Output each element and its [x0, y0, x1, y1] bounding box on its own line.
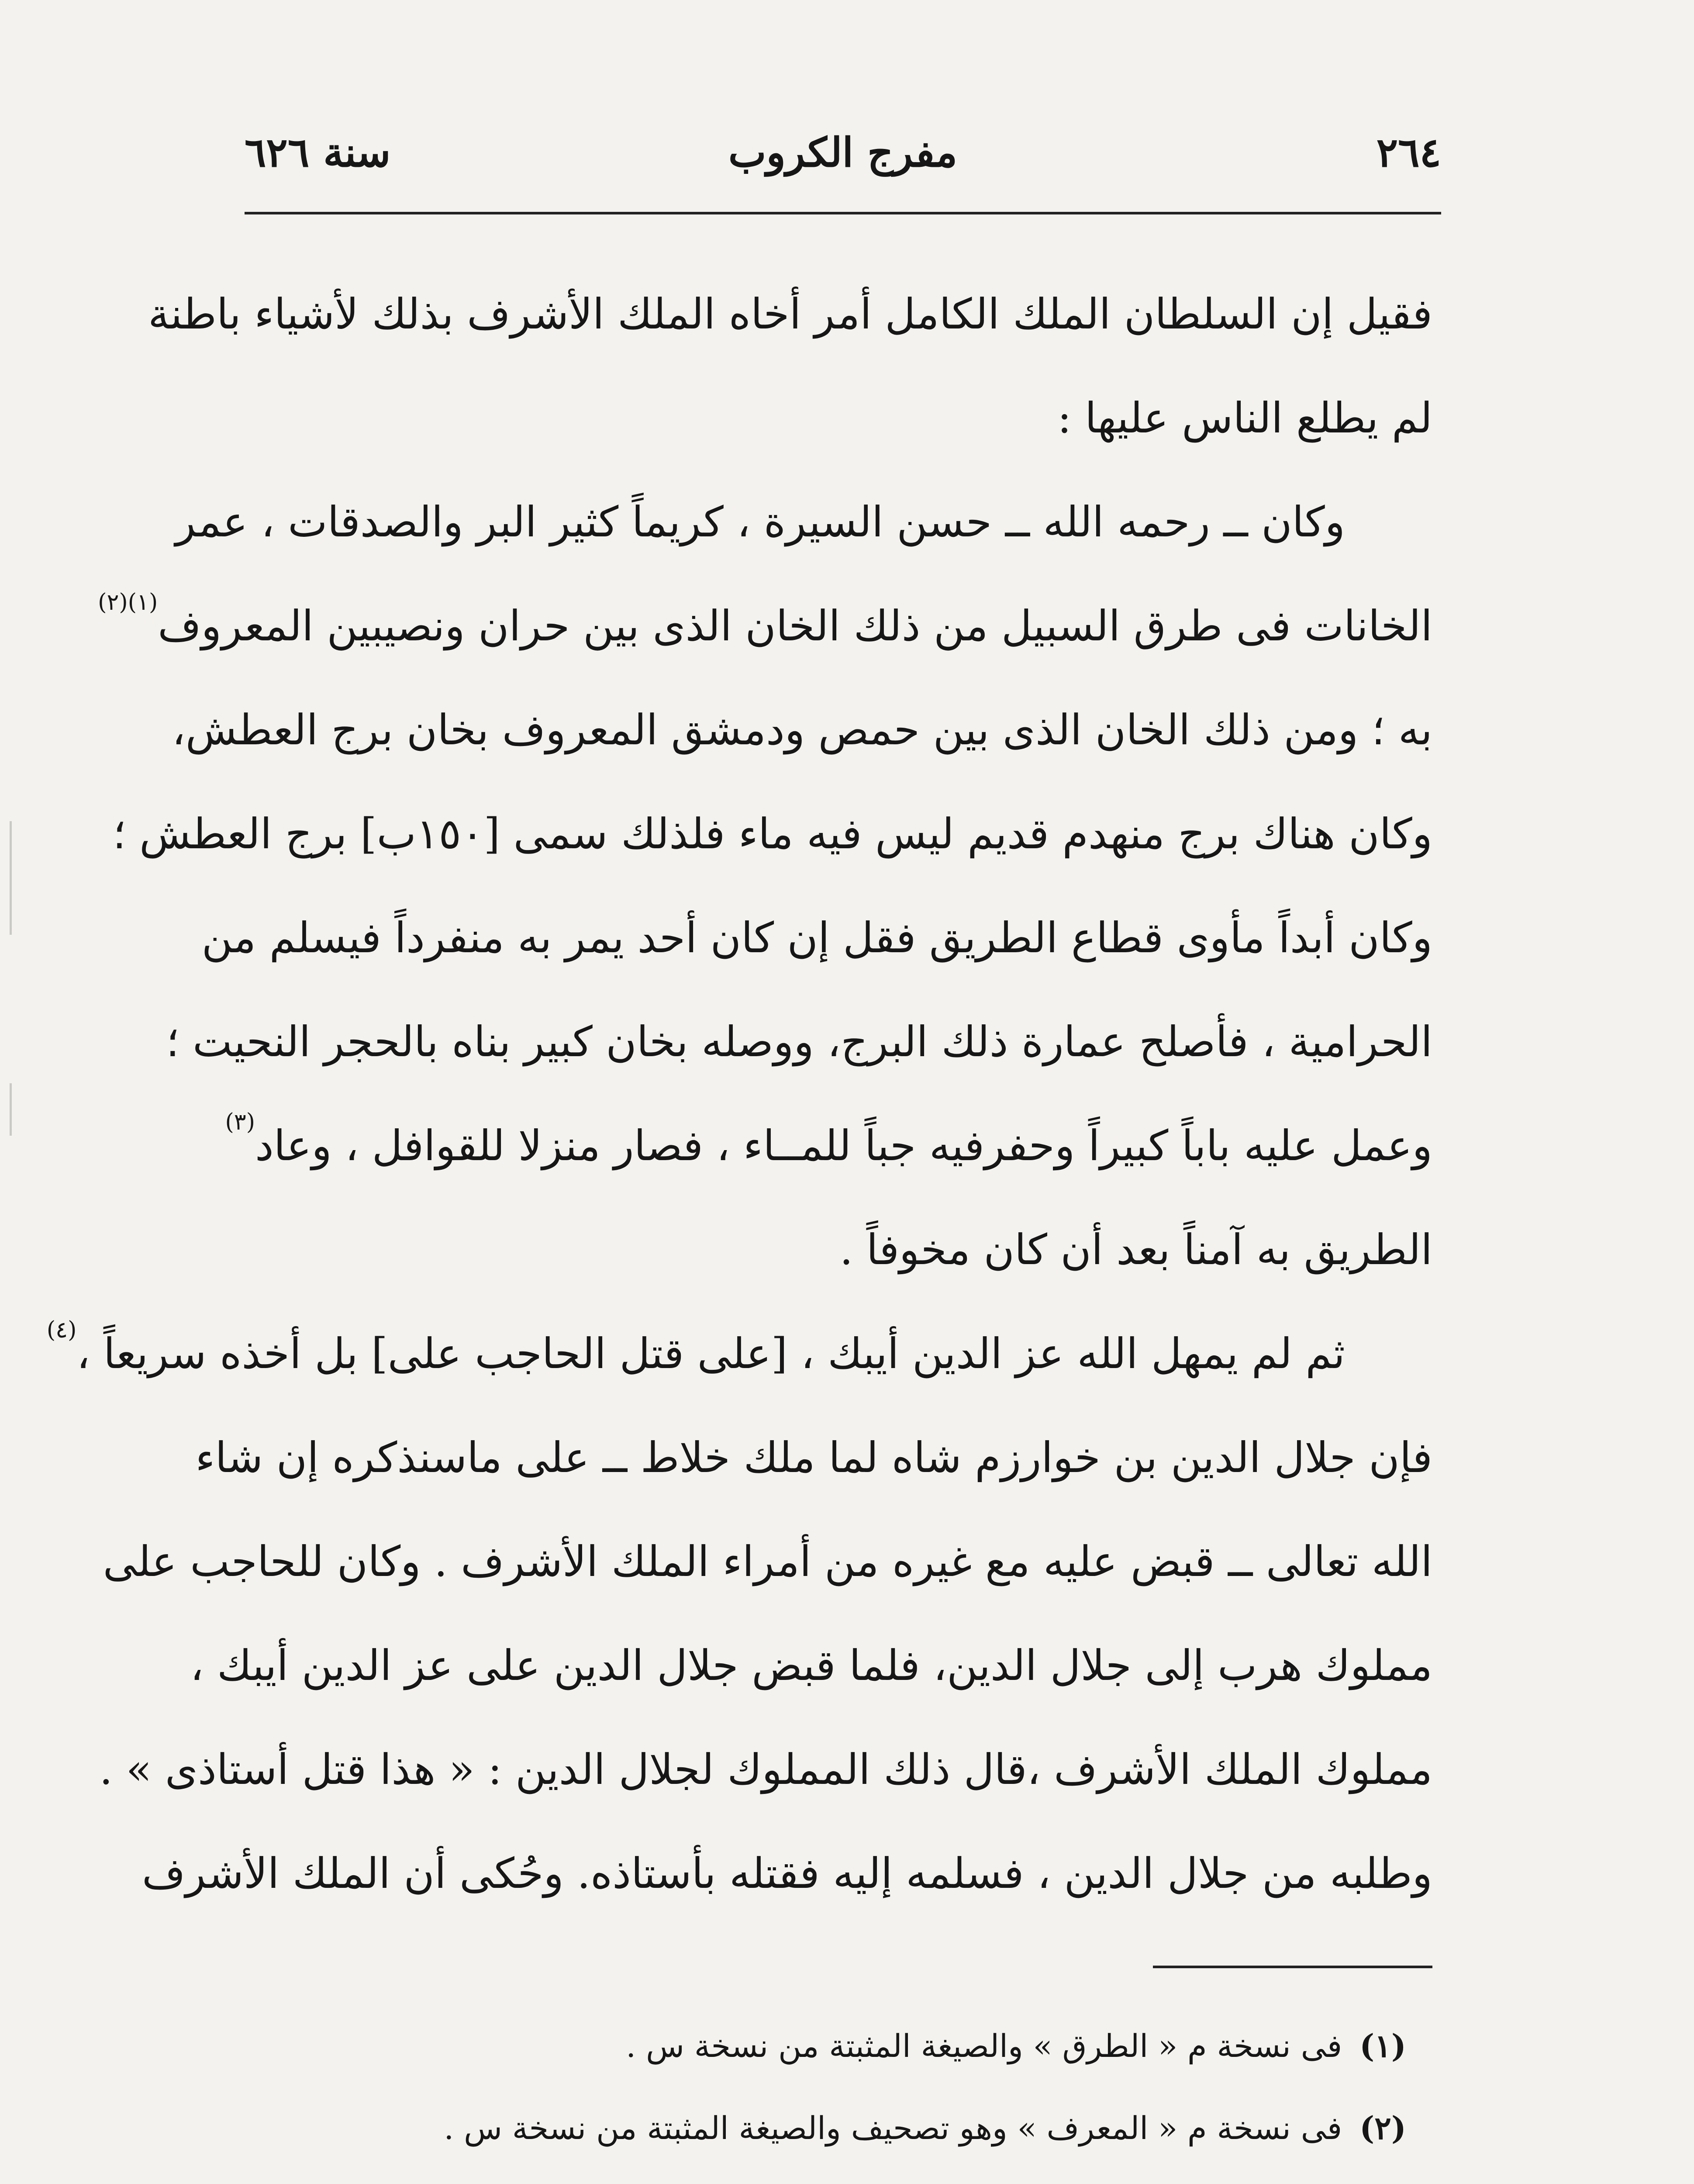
footnote-divider — [1153, 1966, 1432, 1968]
footnote-marker: (٢) — [98, 589, 128, 615]
text-line — [166, 990, 1432, 1094]
footnotes — [428, 2005, 1406, 2184]
footnote-text: فى نسخة م « المعرف » وهو تصحيف والصيغة المثبتة من نسخة س . — [444, 2110, 1342, 2146]
footnote-marker: (١) — [128, 589, 158, 615]
text-line-content: مملوك هرب إلى جلال الدين، فلما قبض جلال الدين على عز الدين أيبك ، — [190, 1641, 1432, 1690]
text-line — [99, 1717, 1432, 1821]
scan-margin-mark — [10, 821, 12, 935]
footnote — [428, 2169, 1406, 2184]
text-line — [148, 262, 1432, 366]
footnote — [428, 2005, 1406, 2087]
text-line — [142, 1821, 1432, 1925]
text-line — [225, 1094, 1432, 1198]
text-line — [46, 1302, 1432, 1406]
text-line-content: الحرامية ، فأصلح عمارة ذلك البرج، ووصله بخان كبير بناه بالحجر النحيت ؛ — [166, 1017, 1432, 1066]
text-line-content: فقيل إن السلطان الملك الكامل أمر أخاه الملك الأشرف بذلك لأشياء باطنة — [148, 290, 1432, 339]
footnote-number: (١) — [1359, 2027, 1406, 2064]
text-line-content: الله تعالى ــ قبض عليه مع غيره من أمراء الملك الأشرف . وكان للحاجب على — [103, 1537, 1432, 1586]
book-title: مفرج الكروب — [728, 129, 958, 176]
text-line — [253, 366, 1432, 470]
footnote-marker: (٣) — [225, 1109, 255, 1135]
text-line-content: فإن جلال الدين بن خوارزم شاه لما ملك خلاط ــ على ماسنذكره إن شاء — [195, 1433, 1432, 1482]
text-line — [113, 782, 1432, 886]
running-header — [245, 111, 1441, 207]
text-line-content: وكان ــ رحمه الله ــ حسن السيرة ، كريماً كثير البر والصدقات ، عمر — [175, 498, 1345, 546]
text-line-content: وكان أبداً مأوى قطاع الطريق فقل إن كان أحد يمر به منفرداً فيسلم من — [201, 913, 1432, 962]
year-label: سنة ٦٢٦ — [245, 129, 391, 176]
text-line — [98, 574, 1432, 678]
text-line-content: وطلبه من جلال الدين ، فسلمه إليه فقتله بأستاذه. وحُكى أن الملك الأشرف — [142, 1849, 1432, 1898]
text-line — [253, 1198, 1432, 1302]
main-text — [46, 262, 1432, 1925]
footnote-number: (٢) — [1359, 2109, 1406, 2146]
text-line-content: لم يطلع الناس عليها : — [1057, 394, 1432, 442]
text-line-content: به ؛ ومن ذلك الخان الذى بين حمص ودمشق المعروف بخان برج العطش، — [172, 705, 1432, 754]
header-divider — [245, 212, 1441, 214]
text-line-content: وعمل عليه باباً كبيراً وحفرفيه جباً للمــاء ، فصار منزلا للقوافل ، وعاد — [255, 1121, 1432, 1170]
text-line-content: ثم لم يمهل الله عز الدين أيبك ، [على قتل الحاجب على] بل أخذه سريعاً ، — [76, 1329, 1345, 1378]
text-line-content: الخانات فى طرق السبيل من ذلك الخان الذى بين حران ونصيبين المعروف — [158, 601, 1432, 650]
text-line-content: وكان هناك برج منهدم قديم ليس فيه ماء فلذلك سمى [١٥٠ب] برج العطش ؛ — [113, 809, 1432, 858]
scan-margin-mark — [10, 1083, 12, 1136]
footnote-marker: (٤) — [46, 1317, 77, 1343]
text-line-content: الطريق به آمناً بعد أن كان مخوفاً . — [839, 1225, 1432, 1274]
text-line — [201, 886, 1432, 990]
text-line — [172, 678, 1432, 782]
text-line — [195, 1406, 1432, 1510]
page-number: ٢٦٤ — [1376, 129, 1441, 176]
text-line — [175, 470, 1432, 574]
text-line — [190, 1614, 1432, 1717]
text-line — [103, 1510, 1432, 1614]
text-line-content: مملوك الملك الأشرف ،قال ذلك المملوك لجلال الدين : « هذا قتل أستاذى » . — [99, 1745, 1432, 1794]
footnote — [428, 2087, 1406, 2169]
footnote-text: فى نسخة م « الطرق » والصيغة المثبتة من نسخة س . — [626, 2028, 1342, 2064]
